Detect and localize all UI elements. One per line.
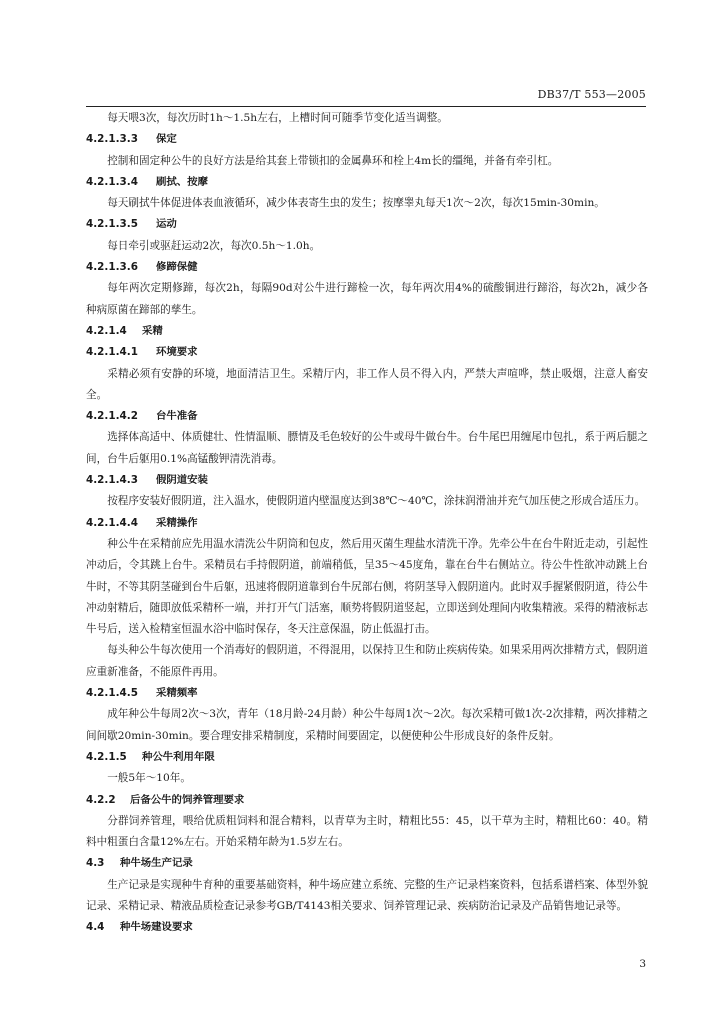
section-heading (86, 406, 648, 427)
section-title: 种牛场生产记录 (120, 857, 193, 870)
section-number: 4.2.1.3.6 (86, 261, 138, 274)
section-heading (86, 917, 648, 938)
section-title: 采精操作 (156, 516, 198, 529)
section-number: 4.2.1.4 (86, 324, 127, 337)
section-title: 后备公牛的饲养管理要求 (130, 793, 245, 806)
section-number: 4.4 (86, 921, 105, 934)
section-title: 采精频率 (156, 687, 198, 700)
section-heading (86, 790, 648, 811)
section-title: 台牛准备 (156, 410, 198, 423)
section-heading (86, 129, 648, 150)
section-title: 环境要求 (156, 346, 198, 359)
section-number: 4.2.1.4.4 (86, 516, 138, 529)
paragraph: 每天喂3次，每次历时1h～1.5h左右，上槽时间可随季节变化适当调整。 (107, 112, 448, 124)
paragraph: 生产记录是实现种牛育种的重要基础资料，种牛场应建立系统、完整的生产记录档案资料，包括系谱档案、体型外貌记录、采精记录、精液品质检查记录参考GB/T4143相关要求、饲养管理记录、疾病防治记录及产品销售地记录等。 (86, 878, 648, 912)
section-heading (86, 214, 648, 235)
section-number: 4.2.1.4.5 (86, 687, 138, 700)
section-number: 4.2.2 (86, 793, 116, 806)
section-number: 4.2.1.4.2 (86, 410, 138, 423)
section-number: 4.2.1.5 (86, 750, 127, 763)
section-title: 种公牛利用年限 (142, 750, 215, 763)
section-title: 运动 (156, 218, 177, 231)
paragraph: 每日牵引或驱赶运动2次，每次0.5h～1.0h。 (107, 239, 321, 252)
paragraph: 成年种公牛每周2次～3次，青年（18月龄-24月龄）种公牛每周1次～2次。每次采精可做1次-2次排精，两次排精之间间歇20min-30min。要合理安排采精制度，采精时间要固定，以便使种公牛形成良好的条件反射。 (86, 708, 648, 742)
paragraph: 每头种公牛每次使用一个消毒好的假阴道，不得混用，以保持卫生和防止疾病传染。如果采用两次排精方式，假阴道应重新准备，不能原件再用。 (86, 644, 648, 678)
section-heading (86, 513, 648, 534)
section-title: 采精 (142, 324, 163, 337)
document-body (86, 108, 648, 939)
section-title: 种牛场建设要求 (120, 921, 193, 934)
document-code: DB37/T 553—2005 (537, 88, 646, 101)
paragraph: 种公牛在采精前应先用温水清洗公牛阴筒和包皮，然后用灭菌生理盐水清洗干净。先牵公牛在台牛附近走动，引起性冲动后，令其跳上台牛。采精员右手持假阴道，前端稍低，呈35～45度角，靠在台牛右侧站立。待公牛性欲冲动跳上台牛时，不等其阴茎碰到台牛后躯，迅速将假阴道靠到台牛尻部右侧，将阴茎导入假阴道内。此时双手握紧假阴道，待公牛冲动射精后，随即放低采精杯一端，并打开气门活塞，顺势将假阴道竖起，立即送到处理间内收集精液。采得的精液标志牛号后，送入检精室恒温水浴中临时保存，冬天注意保温，防止低温打击。 (86, 537, 648, 636)
section-number: 4.2.1.3.4 (86, 175, 138, 188)
section-number: 4.2.1.4.3 (86, 474, 138, 487)
page-number: 3 (639, 958, 646, 970)
paragraph: 按程序安装好假阴道，注入温水，使假阴道内壁温度达到38℃～40℃，涂抹润滑油并充气加压使之形成合适压力。 (107, 495, 646, 508)
header-rule (86, 106, 646, 107)
section-heading (86, 853, 648, 874)
section-title: 假阴道安装 (156, 474, 208, 487)
section-number: 4.2.1.3.3 (86, 133, 138, 146)
paragraph: 选择体高适中、体质健壮、性情温顺、膘情及毛色较好的公牛或母牛做台牛。台牛尾巴用缠尾巾包扎，系于两后腿之间，台牛后躯用0.1%高锰酸钾清洗消毒。 (86, 431, 648, 465)
section-heading (86, 470, 648, 491)
section-heading (86, 747, 648, 768)
paragraph: 每年两次定期修蹄，每次2h，每隔90d对公牛进行蹄检一次，每年两次用4%的硫酸铜进行蹄浴，每次2h，减少各种病原菌在蹄部的孳生。 (86, 282, 648, 316)
paragraph: 采精必须有安静的环境，地面清洁卫生。采精厅内，非工作人员不得入内，严禁大声喧哗，禁止吸烟，注意人畜安全。 (86, 367, 648, 401)
section-heading (86, 321, 648, 342)
section-title: 保定 (156, 133, 177, 146)
section-heading (86, 683, 648, 704)
paragraph: 分群饲养管理，喂给优质粗饲料和混合精料，以青草为主时，精粗比55：45，以干草为主时，精粗比60：40。精料中粗蛋白含量12%左右。开始采精年龄为1.5岁左右。 (86, 814, 648, 849)
section-title: 刷拭、按摩 (156, 175, 208, 188)
paragraph: 一般5年～10年。 (107, 772, 191, 785)
paragraph: 控制和固定种公牛的良好方法是给其套上带锁扣的金属鼻环和栓上4m长的缰绳，并备有牵引杠。 (107, 154, 559, 167)
section-heading (86, 257, 648, 278)
section-title: 修蹄保健 (156, 261, 198, 274)
paragraph: 每天刷拭牛体促进体表血液循环，减少体表寄生虫的发生；按摩睾丸每天1次～2次，每次15min-30min。 (107, 197, 605, 210)
section-number: 4.3 (86, 857, 105, 870)
section-number: 4.2.1.3.5 (86, 218, 138, 231)
section-number: 4.2.1.4.1 (86, 346, 138, 359)
section-heading (86, 342, 648, 363)
section-heading (86, 172, 648, 193)
